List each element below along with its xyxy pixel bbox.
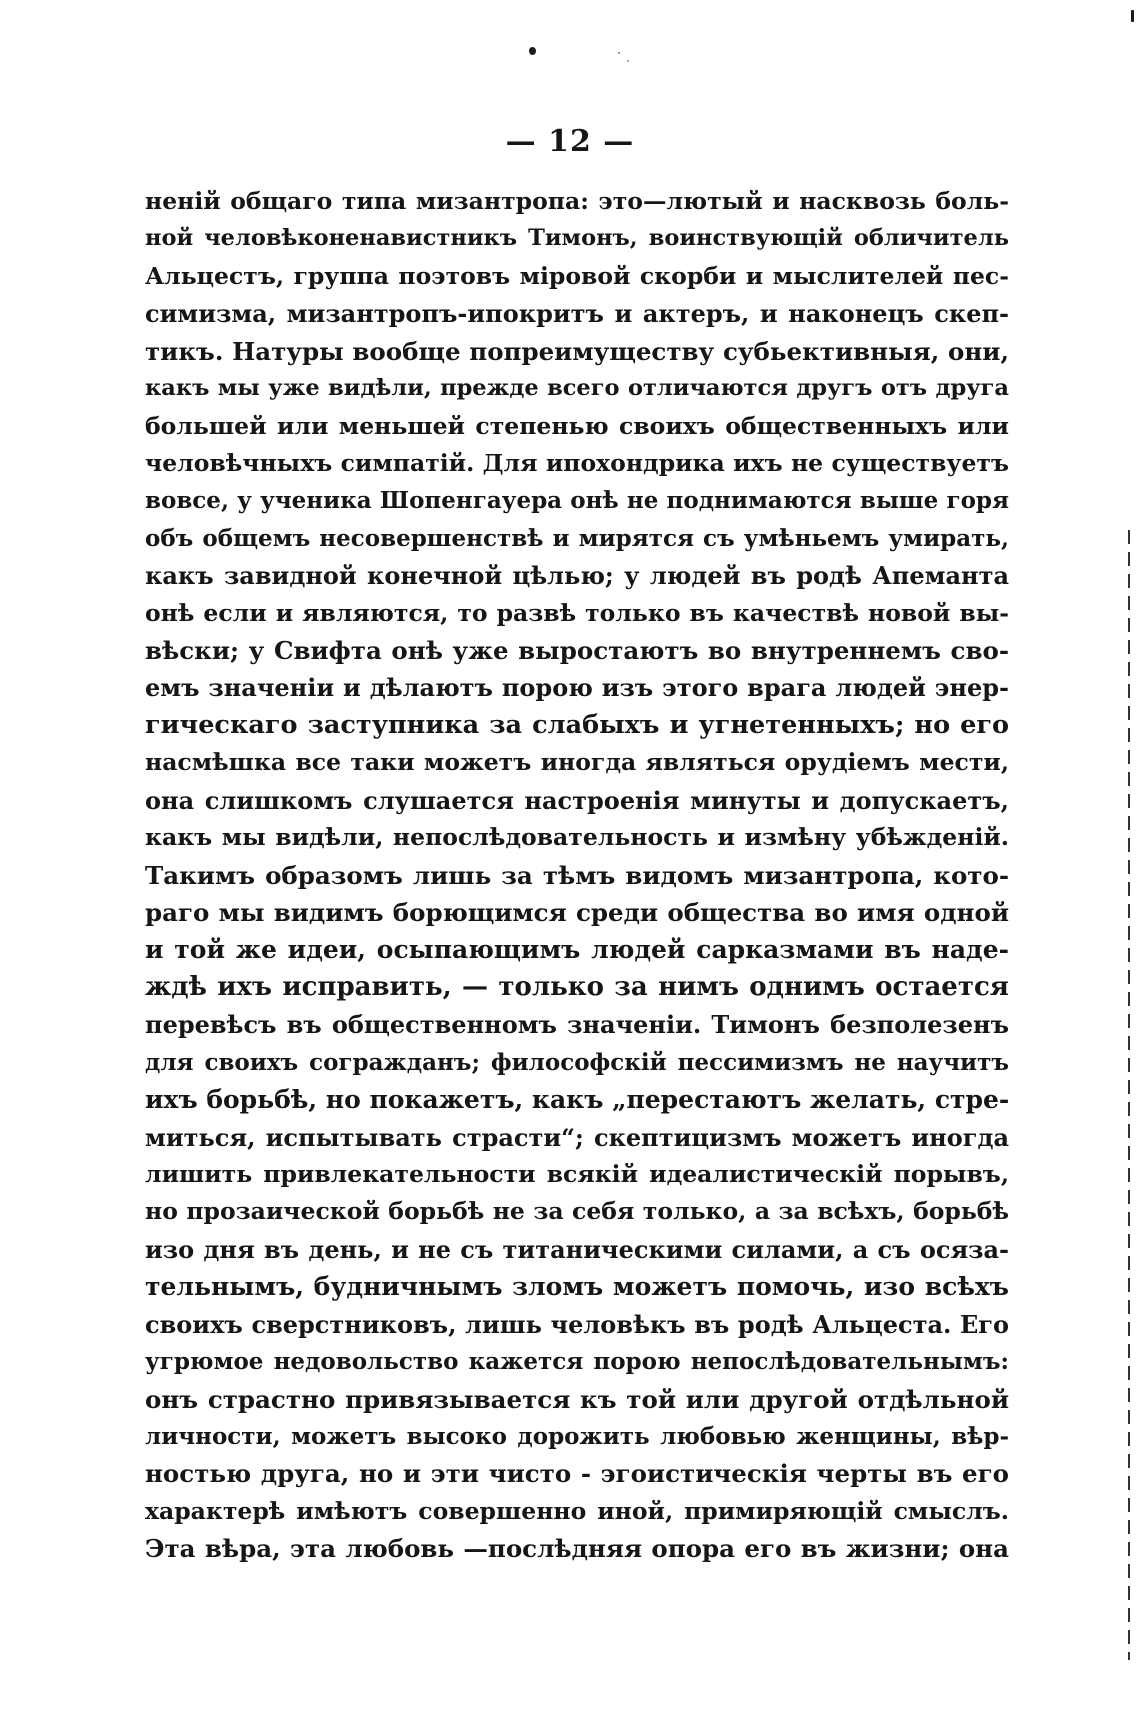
text-line: личности, можетъ высоко дорожить любовью женщины, вѣр- — [145, 1422, 1009, 1450]
text-line: человѣчныхъ симпатій. Для ипохондрика ихъ не существуетъ — [145, 448, 1009, 477]
text-line: симизма, мизантропъ-ипокритъ и актеръ, и наконецъ скеп- — [145, 299, 1009, 329]
page-body-text — [145, 183, 1009, 1568]
text-line: своихъ сверстниковъ, лишь человѣкъ въ родѣ Альцеста. Его — [145, 1309, 1009, 1339]
text-line: перевѣсъ въ общественномъ значеніи. Тимонъ безполезенъ — [145, 1010, 1009, 1040]
text-line: и той же идеи, осыпающимъ людей сарказмами въ наде- — [145, 935, 1009, 965]
scan-speck — [1131, 10, 1134, 22]
text-line: ихъ борьбѣ, но покажетъ, какъ „перестаютъ желать, стре- — [145, 1085, 1009, 1115]
scan-gutter-edge — [1128, 530, 1130, 1660]
text-line: какъ мы видѣли, непослѣдовательность и измѣну убѣжденій. — [145, 823, 1009, 852]
text-line: ностью друга, но и эти чисто - эгоистическія черты въ его — [145, 1459, 1009, 1489]
text-line: ной человѣконенавистникъ Тимонъ, воинствующій обличитель — [145, 225, 1009, 252]
text-line: онѣ если и являются, то развѣ только въ качествѣ новой вы- — [145, 598, 1009, 627]
text-line: Альцестъ, группа поэтовъ міровой скорби и мыслителей пес- — [145, 261, 1009, 290]
scan-speck — [529, 47, 536, 55]
page-number: — 12 — — [505, 124, 635, 159]
text-line: большей или меньшей степенью своихъ общественныхъ или — [145, 411, 1009, 440]
text-line: какъ завидной конечной цѣлью; у людей въ родѣ Апеманта — [145, 561, 1009, 591]
text-line: тельнымъ, будничнымъ зломъ можетъ помочь, изо всѣхъ — [145, 1272, 1009, 1302]
text-line: угрюмое недовольство кажется порою непослѣдовательнымъ: — [145, 1348, 1009, 1376]
text-line: лишить привлекательности всякій идеалистическій порывъ, — [145, 1159, 1009, 1188]
text-line: объ общемъ несовершенствѣ и мирятся съ умѣньемъ умирать, — [145, 524, 1009, 552]
text-line: вѣски; у Свифта онѣ уже выростаютъ во внутреннемъ сво- — [145, 636, 1009, 666]
text-line: она слишкомъ слушается настроенія минуты и допускаетъ, — [145, 785, 1009, 815]
text-line: неній общаго типа мизантропа: это—лютый и насквозь боль- — [145, 187, 1009, 215]
text-line: но прозаической борьбѣ не за себя только, а за всѣхъ, борьбѣ — [145, 1197, 1009, 1226]
text-line: ждѣ ихъ исправить, — только за нимъ однимъ остается — [145, 971, 1009, 1002]
text-line: какъ мы уже видѣли, прежде всего отличаются другъ отъ друга — [145, 375, 1009, 402]
text-line: миться, испытывать страсти“; скептицизмъ можетъ иногда — [145, 1122, 1009, 1152]
text-line: Эта вѣра, эта любовь —послѣдняя опора его въ жизни; она — [145, 1534, 1009, 1564]
text-line: насмѣшка все таки можетъ иногда являться орудіемъ мести, — [145, 748, 1009, 777]
text-line: гическаго заступника за слабыхъ и угнетенныхъ; но его — [145, 709, 1009, 740]
text-line: характерѣ имѣютъ совершенно иной, примиряющій смыслъ. — [145, 1496, 1009, 1525]
text-line: вовсе, у ученика Шопенгауера онѣ не поднимаются выше горя — [145, 487, 1009, 515]
text-line: онъ страстно привязывается къ той или другой отдѣльной — [145, 1384, 1009, 1414]
text-line: раго мы видимъ борющимся среди общества во имя одной — [145, 898, 1009, 928]
text-line: Такимъ образомъ лишь за тѣмъ видомъ мизантропа, кото- — [145, 860, 1009, 890]
text-line: емъ значеніи и дѣлаютъ порою изъ этого врага людей энер- — [145, 673, 1009, 703]
scan-speck — [618, 52, 620, 54]
text-line: для своихъ согражданъ; философскій пессимизмъ не научитъ — [145, 1048, 1009, 1076]
text-line: тикъ. Натуры вообще попреимуществу субьективныя, они, — [145, 336, 1009, 366]
scan-speck — [627, 60, 629, 62]
text-line: изо дня въ день, и не съ титаническими силами, а съ осяза- — [145, 1234, 1009, 1264]
